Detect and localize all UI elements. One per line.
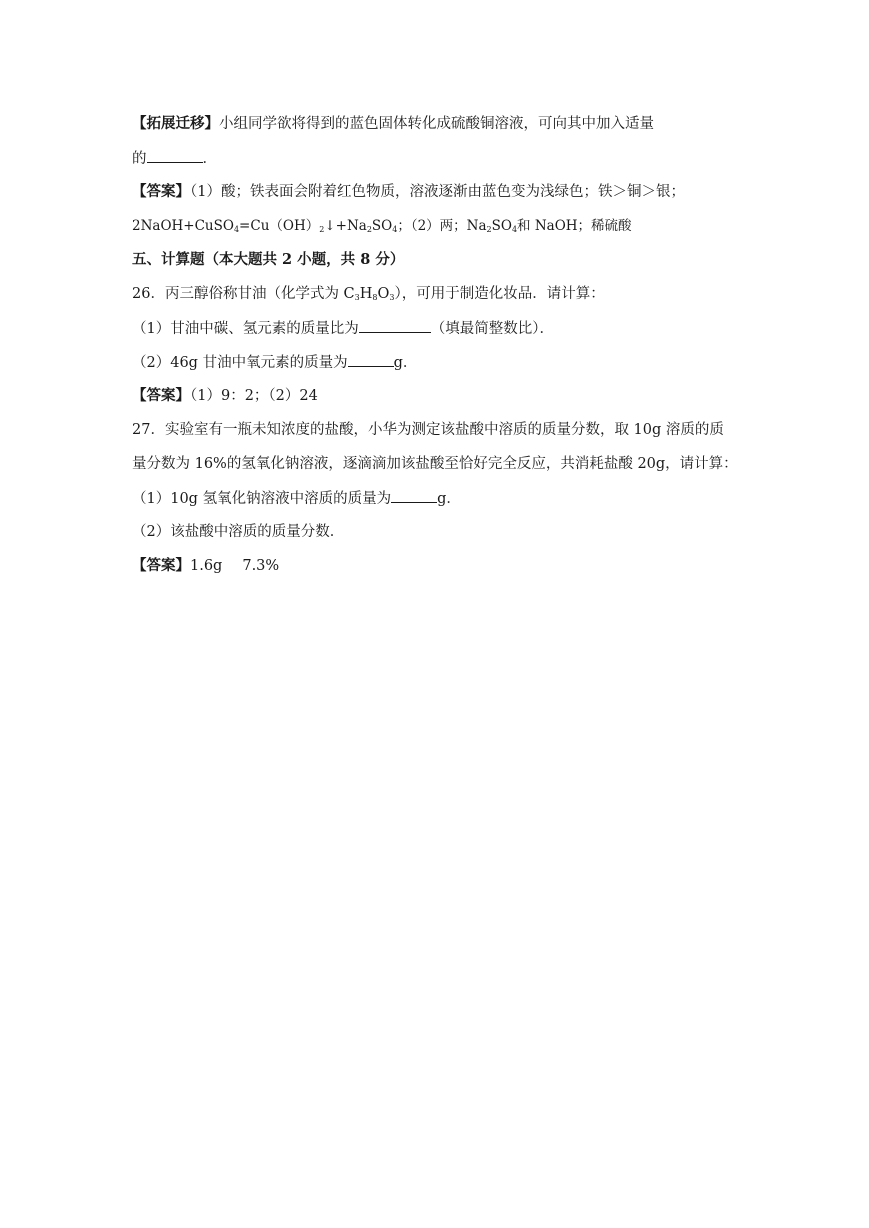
q27-stem-line2: 量分数为 16%的氢氧化钠溶液，逐滴滴加该盐酸至恰好完全反应，共消耗盐酸 20g，请计算： xyxy=(132,456,738,472)
q26-part1: （1）甘油中碳、氢元素的质量比为 （填最简整数比）． xyxy=(132,318,554,339)
answer-text: （1）9：2；（2）24 xyxy=(190,388,318,404)
answer-heading: 【答案】 xyxy=(132,557,190,574)
expand-question-line1 xyxy=(132,114,654,134)
answer25-equation: $2NaOH+CuSO_4=Cu(OH)_2↓+Na_2SO_4$；（2）两；$Na_2SO_4$和 NaOH；稀硫酸 xyxy=(132,218,632,234)
answer-value-2: 7.3% xyxy=(242,558,280,574)
answer-blank[interactable] xyxy=(348,352,394,367)
expand-heading: 【拓展迁移】 xyxy=(132,115,219,132)
q26-part2: （2）46g 甘油中氧元素的质量为 g． xyxy=(132,352,417,373)
q27-answer xyxy=(132,556,279,576)
answer25-line1 xyxy=(132,182,685,202)
q26-stem: 26．丙三醇俗称甘油（化学式为 $C_3H_8O_3$），可用于制造化妆品．请计算： xyxy=(132,286,605,302)
answer-heading: 【答案】 xyxy=(132,183,190,200)
answer-text: （1）酸；铁表面会附着红色物质，溶液逐渐由蓝色变为浅绿色；铁＞铜＞银； xyxy=(190,184,685,200)
answer-heading: 【答案】 xyxy=(132,387,190,404)
answer-blank[interactable] xyxy=(147,148,203,163)
q27-stem-line1: 27．实验室有一瓶未知浓度的盐酸，小华为测定该盐酸中溶质的质量分数，取 10g 溶质的质 xyxy=(132,422,724,438)
q26-answer xyxy=(132,386,318,406)
answer-blank[interactable] xyxy=(359,318,431,333)
expand-text: 小组同学欲将得到的蓝色固体转化成硫酸铜溶液，可向其中加入适量 xyxy=(219,116,654,132)
answer-value-1: 1.6g xyxy=(190,558,223,574)
q27-part2: （2）该盐酸中溶质的质量分数． xyxy=(132,524,345,540)
expand-question-line2: 的 ． xyxy=(132,148,217,169)
answer-blank[interactable] xyxy=(391,488,437,503)
section-title: 五、计算题（本大题共 2 小题，共 8 分） xyxy=(132,251,405,268)
q27-part1: （1）10g 氢氧化钠溶液中溶质的质量为 g． xyxy=(132,488,461,509)
